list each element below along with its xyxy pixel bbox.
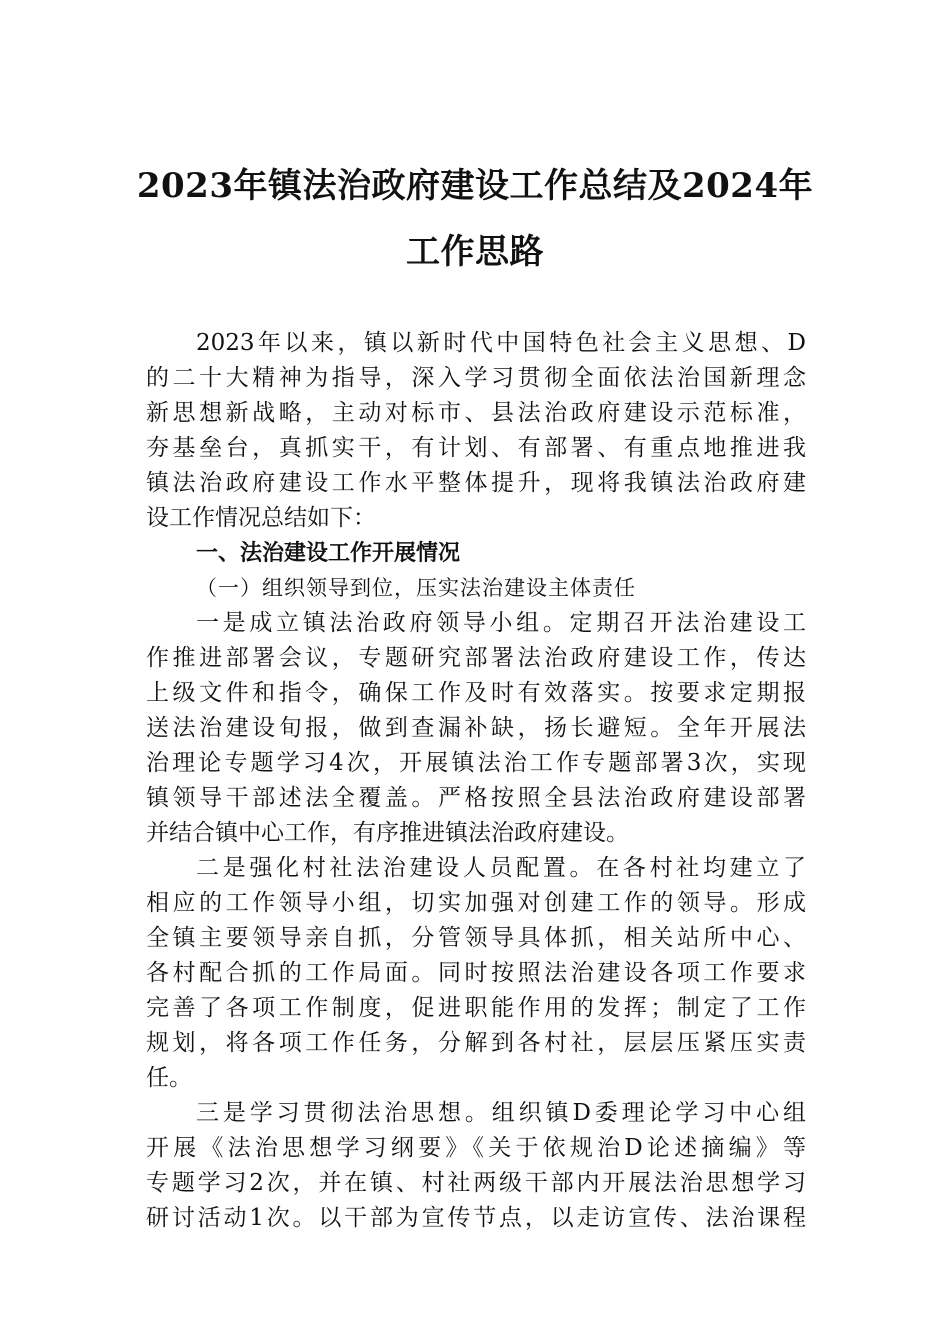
paragraph-line: 任。 <box>146 1065 192 1091</box>
document-body <box>146 326 806 1236</box>
paragraph-line: 送法治建设旬报，做到查漏补缺，扬长避短。全年开展法 <box>146 715 806 741</box>
paragraph-line: 相应的工作领导小组，切实加强对创建工作的领导。形成 <box>146 890 806 916</box>
paragraph-line: 夯基垒台，真抓实干，有计划、有部署、有重点地推进我 <box>146 435 806 461</box>
paragraph-line: 三是学习贯彻法治思想。组织镇D委理论学习中心组 <box>196 1100 806 1126</box>
section-heading: 一、法治建设工作开展情况 <box>196 541 461 566</box>
paragraph-line: 并结合镇中心工作，有序推进镇法治政府建设。 <box>146 820 629 846</box>
paragraph-line: 设工作情况总结如下： <box>146 505 376 531</box>
paragraph-line: 治理论专题学习4次，开展镇法治工作专题部署3次，实现 <box>146 750 806 776</box>
paragraph-line: 各村配合抓的工作局面。同时按照法治建设各项工作要求 <box>146 960 806 986</box>
paragraph-line: 作推进部署会议，专题研究部署法治政府建设工作，传达 <box>146 645 806 671</box>
paragraph-line: 开展《法治思想学习纲要》《关于依规治D论述摘编》等 <box>146 1135 806 1161</box>
paragraph-line: 上级文件和指令，确保工作及时有效落实。按要求定期报 <box>146 680 806 706</box>
document-title-line-1: 2023年镇法治政府建设工作总结及2024年 <box>136 166 814 206</box>
paragraph-line: 镇法治政府建设工作水平整体提升，现将我镇法治政府建 <box>146 470 806 496</box>
paragraph-line: 的二十大精神为指导，深入学习贯彻全面依法治国新理念 <box>146 365 806 391</box>
subsection-heading: （一）组织领导到位，压实法治建设主体责任 <box>196 576 636 600</box>
paragraph-line: 镇领导干部述法全覆盖。严格按照全县法治政府建设部署 <box>146 785 806 811</box>
paragraph-line: 一是成立镇法治政府领导小组。定期召开法治建设工 <box>196 610 806 636</box>
paragraph-line: 全镇主要领导亲自抓，分管领导具体抓，相关站所中心、 <box>146 925 806 951</box>
paragraph-line: 专题学习2次，并在镇、村社两级干部内开展法治思想学习 <box>146 1170 806 1196</box>
document-title-line-2: 工作思路 <box>406 232 544 272</box>
paragraph-line: 二是强化村社法治建设人员配置。在各村社均建立了 <box>196 855 806 881</box>
paragraph-line: 新思想新战略，主动对标市、县法治政府建设示范标准， <box>146 400 806 426</box>
paragraph-line: 研讨活动1次。以干部为宣传节点，以走访宣传、法治课程 <box>146 1205 806 1231</box>
paragraph-line: 2023年以来，镇以新时代中国特色社会主义思想、D <box>196 330 806 356</box>
paragraph-line: 规划，将各项工作任务，分解到各村社，层层压紧压实责 <box>146 1030 806 1056</box>
paragraph-line: 完善了各项工作制度，促进职能作用的发挥；制定了工作 <box>146 995 806 1021</box>
